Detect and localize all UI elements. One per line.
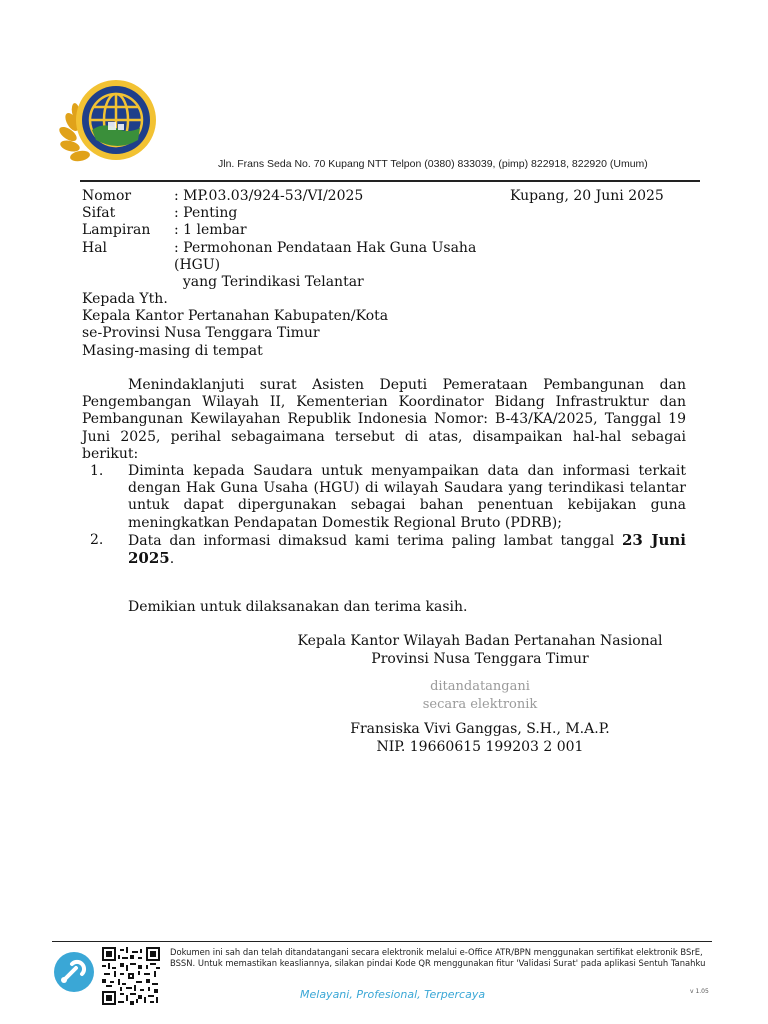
sentuh-tanahku-icon: [52, 950, 96, 994]
footer-divider: [52, 941, 712, 942]
meta-row-sifat: [82, 205, 514, 222]
meta-value: : 1 lembar: [174, 222, 247, 239]
header-divider: [80, 180, 700, 182]
footer-validation-note: Dokumen ini sah dan telah ditandatangani secara elektronik melalui e-Office ATR/BPN menggunakan sertifikat elektronik BSrE, BSSN. Untuk memastikan keasliannya, silakan pindai Kode QR menggunakan fitur 'Validasi Surat' pada aplikasi Sentuh Tanahku: [170, 947, 706, 968]
paragraph-text: Menindaklanjuti surat Asisten Deputi Pemerataan Pembangunan dan Pengembangan Wilayah II, Kementerian Koordinator Bidang Infrastruktur dan Pembangunan Kewilayahan Republik Indonesia Nomor: B-43/KA/2025, Tanggal 19 Juni 2025, perihal sebagaimana tersebut di atas, disampaikan hal-hal sebagai berikut:: [82, 377, 686, 462]
list-item: [82, 532, 686, 568]
meta-label: Lampiran: [82, 222, 151, 239]
list-text-tail: .: [169, 551, 175, 568]
meta-value: yang Terindikasi Telantar: [174, 274, 364, 291]
meta-value: : MP.03.03/924-53/VI/2025: [174, 188, 364, 204]
letterhead-address: Jln. Frans Seda No. 70 Kupang NTT Telpon (0380) 833039, (pimp) 822918, 822920 (Umum): [218, 158, 648, 170]
qr-code-icon[interactable]: [102, 947, 160, 1005]
footer-tagline: Melayani, Profesional, Terpercaya: [300, 988, 486, 1001]
signer-nip: NIP. 19660615 199203 2 001: [376, 738, 584, 755]
recipient-line: Masing-masing di tempat: [82, 342, 263, 359]
signer-title-region: Provinsi Nusa Tenggara Timur: [371, 650, 589, 667]
esign-note-2: secara elektronik: [422, 696, 538, 712]
esign-note: ditandatangani: [430, 679, 530, 694]
meta-row-hal-cont: [82, 274, 514, 291]
list-text: Diminta kepada Saudara untuk menyampaikan data dan informasi terkait dengan Hak Guna Usaha (HGU) di wilayah Saudara yang terindikasi telantar untuk dapat dipergunakan sebagai bahan penentuan kebijakan guna meningkatkan Pendapatan Domestik Regional Bruto (PDRB);: [128, 463, 686, 531]
meta-label: [82, 274, 174, 291]
list-number: 2.: [90, 531, 104, 548]
letter-meta: [82, 188, 514, 291]
recipient-line: Kepala Kantor Pertanahan Kabupaten/Kota: [82, 308, 389, 325]
body-paragraph: [82, 377, 686, 463]
closing-sentence: Demikian untuk dilaksanakan dan terima kasih.: [128, 599, 468, 615]
signature-block: [260, 633, 700, 756]
letter-date: Kupang, 20 Juni 2025: [510, 188, 664, 204]
meta-label: Nomor: [82, 188, 132, 204]
recipient-line: se-Provinsi Nusa Tenggara Timur: [82, 325, 320, 342]
recipient-block: [82, 291, 388, 360]
bpn-logo: [58, 70, 158, 170]
signer-title: Kepala Kantor Wilayah Badan Pertanahan Nasional: [297, 633, 663, 649]
meta-label: Hal: [82, 239, 108, 256]
list-text-main: Data dan informasi dimaksud kami terima paling lambat tanggal: [128, 532, 622, 549]
list-text: [128, 532, 686, 568]
list-item: [82, 463, 686, 532]
signer-name: Fransiska Vivi Ganggas, S.H., M.A.P.: [350, 721, 610, 737]
version-label: v 1.05: [690, 988, 709, 995]
instruction-list: [82, 463, 686, 568]
meta-row-hal: [82, 240, 514, 274]
meta-row-nomor: [82, 188, 514, 205]
list-number: 1.: [90, 463, 104, 479]
meta-value: : Permohonan Pendataan Hak Guna Usaha (HGU): [174, 239, 477, 273]
meta-label: Sifat: [82, 205, 116, 222]
meta-value: : Penting: [174, 205, 238, 222]
recipient-line: Kepada Yth.: [82, 291, 168, 307]
meta-row-lampiran: [82, 222, 514, 239]
deadline-date: 23 Juni 2025: [128, 530, 686, 568]
